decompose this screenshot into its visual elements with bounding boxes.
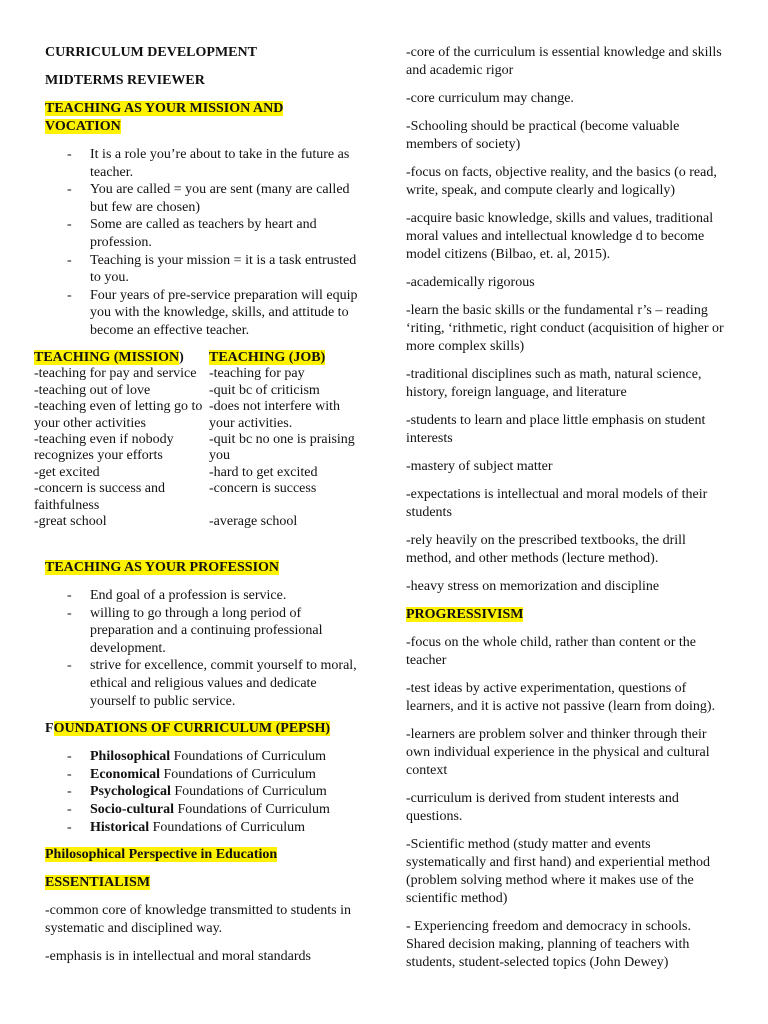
mission-vs-job-table	[34, 350, 364, 530]
paragraph: -learn the basic skills or the fundamental r’s – reading ‘riting, ‘rithmetic, right conduct (acquisition of higher or more complex skills)	[406, 303, 724, 354]
paragraph: -heavy stress on memorization and discipline	[406, 579, 660, 594]
list-item: - Four years of pre-service preparation will equip you with the knowledge, skills, and attitude to become an effective teacher.	[45, 287, 360, 340]
list-item: - willing to go through a long period of preparation and a continuing professional development.	[45, 605, 360, 658]
paragraph: -emphasis is in intellectual and moral standards	[45, 949, 311, 965]
paragraph: -acquire basic knowledge, skills and values, traditional moral values and intellectual knowledge d to become model citizens (Bilbao, et. al, 2015).	[406, 211, 714, 262]
mission-list	[45, 146, 360, 340]
list-item: - Some are called as teachers by heart and profession.	[45, 216, 360, 251]
paragraph: -mastery of subject matter	[406, 459, 553, 474]
left-lower-column	[45, 559, 365, 966]
paragraph: -traditional disciplines such as math, natural science, history, foreign language, and literature	[406, 367, 702, 400]
progressivism-heading-block	[406, 606, 728, 624]
paragraph: -core of the curriculum is essential knowledge and skills and academic rigor	[406, 45, 722, 78]
list-item: - You are called = you are sent (many are called but few are chosen)	[45, 181, 360, 216]
list-item: - Philosophical Foundations of Curriculum	[45, 748, 365, 766]
table-cell: -teaching even of letting go to your other activities	[34, 399, 203, 431]
table-cell: -concern is success	[209, 481, 317, 497]
mission-heading-block	[45, 100, 295, 136]
profession-heading: TEACHING AS YOUR PROFESSION	[45, 560, 280, 575]
paragraph: -core curriculum may change.	[406, 91, 574, 106]
table-cell: -get excited	[34, 464, 100, 480]
paragraph: -Schooling should be practical (become valuable members of society)	[406, 119, 680, 152]
profession-heading-block	[45, 559, 365, 577]
progressivism-heading: PROGRESSIVISM	[406, 607, 524, 622]
paragraph: -focus on facts, objective reality, and the basics (o read, write, speak, and compute clearly and logically)	[406, 165, 717, 198]
right-column	[406, 44, 728, 982]
job-column-header: TEACHING (JOB)	[209, 350, 326, 365]
paragraph: -rely heavily on the prescribed textbooks, the drill method, and other methods (lecture method).	[406, 533, 686, 566]
paragraph: -students to learn and place little emphasis on student interests	[406, 413, 706, 446]
list-item: - Economical Foundations of Curriculum	[45, 766, 365, 784]
paragraph: -test ideas by active experimentation, questions of learners, and it is active not passive (learn from doing).	[406, 681, 716, 714]
list-item: - Teaching is your mission = it is a task entrusted to you.	[45, 252, 360, 287]
list-item: - End goal of a profession is service.	[45, 587, 360, 605]
table-cell: -does not interfere with your activities.	[209, 399, 341, 431]
essentialism-heading-block	[45, 874, 365, 892]
table-cell: -quit bc of criticism	[209, 382, 320, 398]
list-item: - Socio-cultural Foundations of Curriculum	[45, 801, 365, 819]
list-item: - Psychological Foundations of Curriculum	[45, 783, 365, 801]
paragraph: -focus on the whole child, rather than content or the teacher	[406, 635, 697, 668]
paragraph: -Scientific method (study matter and events systematically and first hand) and experiential method (problem solving method where it makes use of the scientific method)	[406, 837, 711, 906]
table-cell: -average school	[209, 514, 298, 530]
table-cell: -teaching for pay	[209, 366, 305, 382]
table-cell: -hard to get excited	[209, 464, 318, 480]
mission-column-header: TEACHING (MISSION)	[34, 350, 184, 365]
paragraph: - Experiencing freedom and democracy in schools. Shared decision making, planning of teachers with students, student-selected topics (John Dewey)	[406, 919, 691, 970]
profession-list	[45, 587, 360, 710]
paragraph: -common core of knowledge transmitted to students in systematic and disciplined way.	[45, 903, 351, 937]
table-cell: -great school	[34, 514, 107, 530]
list-item: - strive for excellence, commit yourself to moral, ethical and religious values and dedicate yourself to public service.	[45, 657, 360, 710]
table-cell: -teaching even if nobody recognizes your efforts	[34, 432, 174, 464]
philosophical-heading: Philosophical Perspective in Education	[45, 847, 278, 863]
list-item: - Historical Foundations of Curriculum	[45, 819, 365, 837]
foundations-list	[45, 748, 365, 836]
philosophical-heading-block	[45, 846, 365, 864]
table-cell: -teaching for pay and service	[34, 366, 197, 382]
table-cell: -concern is success and faithfulness	[34, 481, 166, 513]
paragraph: -curriculum is derived from student interests and questions.	[406, 791, 679, 824]
paragraph: -learners are problem solver and thinker through their own individual experience in the physical and cultural context	[406, 727, 710, 778]
paragraph: -academically rigorous	[406, 275, 535, 290]
table-cell: -quit bc no one is praising you	[209, 432, 355, 464]
foundations-heading-initial: F	[45, 721, 54, 737]
doc-subtitle: MIDTERMS REVIEWER	[45, 73, 205, 88]
left-column	[45, 44, 365, 340]
list-item: - It is a role you’re about to take in the future as teacher.	[45, 146, 360, 181]
table-cell: -teaching out of love	[34, 382, 151, 398]
mission-heading: TEACHING AS YOUR MISSION AND VOCATION	[45, 101, 284, 134]
doc-title: CURRICULUM DEVELOPMENT	[45, 45, 257, 60]
foundations-heading: OUNDATIONS OF CURRICULUM (PEPSH)	[53, 721, 331, 737]
foundations-heading-block	[45, 720, 365, 738]
essentialism-heading: ESSENTIALISM	[45, 875, 151, 891]
paragraph: -expectations is intellectual and moral models of their students	[406, 487, 708, 520]
